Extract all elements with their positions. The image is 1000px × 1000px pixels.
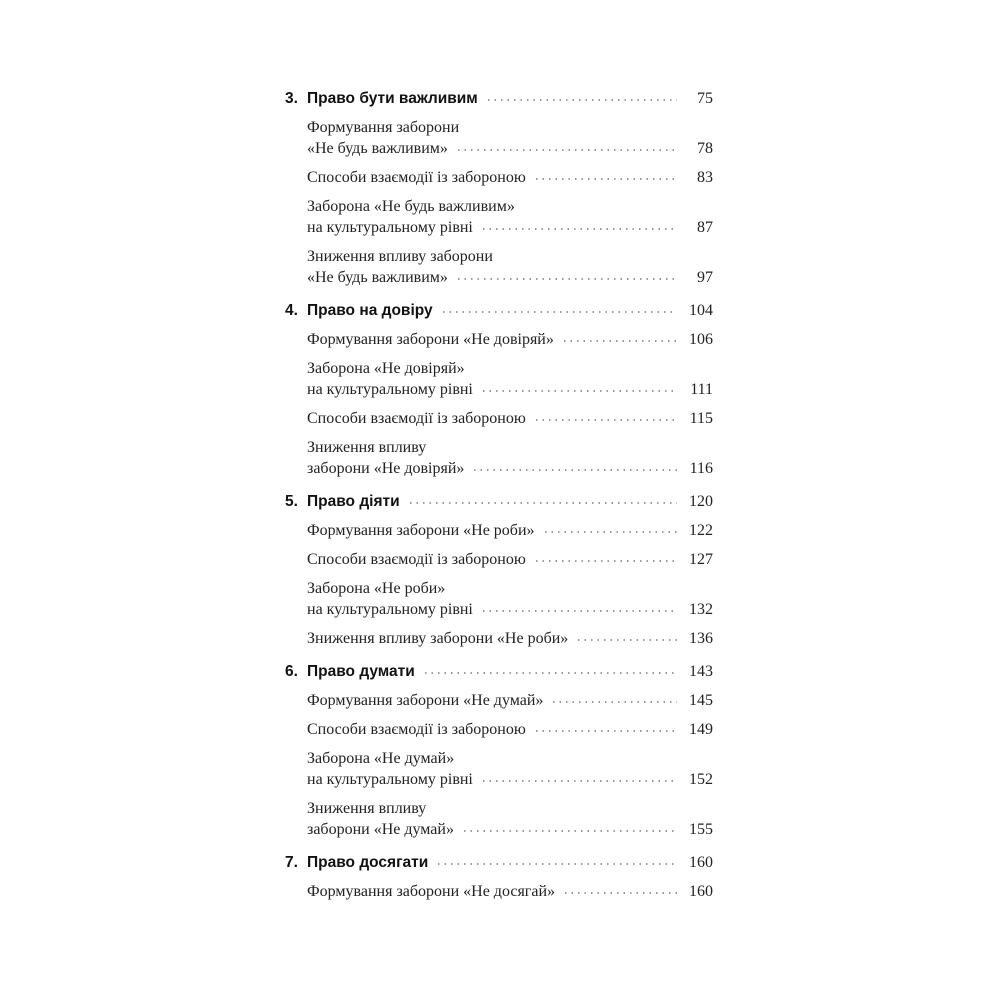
entry-text-line: Способи взаємодії із забороною <box>307 551 526 568</box>
toc-section <box>285 88 713 288</box>
entry-last-row <box>307 549 713 570</box>
entry-last-row <box>307 719 713 740</box>
entry-text-line: Формування заборони «Не думай» <box>307 692 544 709</box>
chapter-number: 4. <box>285 302 298 319</box>
entry-page-number: 160 <box>689 883 713 900</box>
entry-page-number: 111 <box>690 381 713 398</box>
entry-text-line: на культуральному рівні <box>307 381 473 398</box>
entry-text-line: Зниження впливу <box>307 800 427 817</box>
entry-text-line: Заборона «Не будь важливим» <box>307 198 515 215</box>
toc-entry <box>285 246 713 288</box>
chapter-number: 5. <box>285 493 298 510</box>
entry-text-line: Формування заборони «Не досягай» <box>307 883 556 900</box>
entry-page-number: 145 <box>689 692 713 709</box>
entry-page-number: 87 <box>697 219 713 236</box>
entry-last-row <box>307 881 713 902</box>
entry-page-number: 132 <box>689 601 713 618</box>
chapter-title: Право досягати <box>307 854 429 871</box>
entry-page-number: 115 <box>689 410 713 427</box>
entry-text-line: Формування заборони <box>307 119 460 136</box>
dot-leader <box>536 419 677 421</box>
dot-leader <box>578 639 677 641</box>
entry-last-row <box>307 819 713 840</box>
dot-leader <box>545 531 678 533</box>
entry-page-number: 136 <box>689 630 713 647</box>
dot-leader <box>564 340 677 342</box>
table-of-contents <box>285 88 713 902</box>
dot-leader <box>483 610 677 612</box>
toc-entry <box>285 881 713 902</box>
entry-text-line: на культуральному рівні <box>307 771 473 788</box>
entry-last-row <box>307 138 713 159</box>
toc-entry <box>285 117 713 159</box>
dot-leader <box>443 311 677 313</box>
entry-last-row <box>307 379 713 400</box>
entry-last-row <box>307 167 713 188</box>
entry-last-row <box>307 408 713 429</box>
dot-leader <box>464 830 677 832</box>
toc-entry <box>285 358 713 400</box>
chapter-title: Право діяти <box>307 493 400 510</box>
toc-entry <box>285 167 713 188</box>
entry-last-row <box>307 628 713 649</box>
entry-text-line: на культуральному рівні <box>307 601 473 618</box>
toc-section <box>285 661 713 840</box>
toc-entry <box>285 690 713 711</box>
entry-text-line: «Не будь важливим» <box>307 269 448 286</box>
toc-entry <box>285 520 713 541</box>
dot-leader <box>438 863 677 865</box>
entry-text-line: Формування заборони «Не роби» <box>307 522 535 539</box>
chapter-number: 7. <box>285 854 298 871</box>
entry-last-row <box>307 217 713 238</box>
entry-last-row <box>307 520 713 541</box>
toc-section <box>285 300 713 479</box>
entry-text-line: на культуральному рівні <box>307 219 473 236</box>
toc-entry <box>285 748 713 790</box>
chapter-page-number: 143 <box>689 663 713 680</box>
chapter-heading-row <box>285 852 713 873</box>
entry-page-number: 149 <box>689 721 713 738</box>
entry-last-row <box>307 329 713 350</box>
chapter-heading-row <box>285 88 713 109</box>
chapter-heading-row <box>285 491 713 512</box>
entry-text-line: Формування заборони «Не довіряй» <box>307 331 554 348</box>
dot-leader <box>536 178 677 180</box>
toc-entry <box>285 408 713 429</box>
chapter-heading-row <box>285 661 713 682</box>
dot-leader <box>410 502 677 504</box>
entry-last-row <box>307 769 713 790</box>
toc-section <box>285 852 713 902</box>
entry-text-line: заборони «Не думай» <box>307 821 454 838</box>
chapter-title: Право бути важливим <box>307 90 478 107</box>
dot-leader <box>483 228 677 230</box>
dot-leader <box>553 701 677 703</box>
chapter-number: 3. <box>285 90 298 107</box>
entry-text-line: Заборона «Не довіряй» <box>307 360 465 377</box>
toc-entry <box>285 628 713 649</box>
entry-page-number: 83 <box>697 169 713 186</box>
entry-page-number: 106 <box>689 331 713 348</box>
entry-page-number: 78 <box>697 140 713 157</box>
entry-text-line: «Не будь важливим» <box>307 140 448 157</box>
entry-text-line: заборони «Не довіряй» <box>307 460 465 477</box>
entry-text-line: Зниження впливу заборони «Не роби» <box>307 630 569 647</box>
entry-last-row <box>307 458 713 479</box>
dot-leader <box>458 278 677 280</box>
dot-leader <box>536 730 677 732</box>
chapter-page-number: 75 <box>697 90 713 107</box>
entry-text-line: Способи взаємодії із забороною <box>307 169 526 186</box>
entry-page-number: 152 <box>689 771 713 788</box>
entry-text-line: Заборона «Не думай» <box>307 750 455 767</box>
entry-text-line: Способи взаємодії із забороною <box>307 410 526 427</box>
toc-entry <box>285 196 713 238</box>
chapter-number: 6. <box>285 663 298 680</box>
chapter-page-number: 160 <box>689 854 713 871</box>
dot-leader <box>483 390 677 392</box>
dot-leader <box>565 892 677 894</box>
chapter-page-number: 104 <box>689 302 713 319</box>
entry-text-line: Способи взаємодії із забороною <box>307 721 526 738</box>
dot-leader <box>458 149 677 151</box>
entry-last-row <box>307 267 713 288</box>
toc-entry <box>285 578 713 620</box>
entry-page-number: 127 <box>689 551 713 568</box>
entry-page-number: 122 <box>689 522 713 539</box>
entry-page-number: 97 <box>697 269 713 286</box>
chapter-title: Право на довіру <box>307 302 433 319</box>
dot-leader <box>425 672 677 674</box>
chapter-title: Право думати <box>307 663 415 680</box>
chapter-page-number: 120 <box>689 493 713 510</box>
toc-section <box>285 491 713 649</box>
dot-leader <box>474 469 677 471</box>
toc-entry <box>285 549 713 570</box>
toc-entry <box>285 329 713 350</box>
entry-last-row <box>307 599 713 620</box>
entry-page-number: 155 <box>689 821 713 838</box>
entry-text-line: Зниження впливу заборони <box>307 248 493 265</box>
entry-page-number: 116 <box>689 460 713 477</box>
entry-text-line: Заборона «Не роби» <box>307 580 446 597</box>
toc-entry <box>285 798 713 840</box>
entry-last-row <box>307 690 713 711</box>
toc-entry <box>285 437 713 479</box>
dot-leader <box>488 99 677 101</box>
dot-leader <box>536 560 677 562</box>
toc-entry <box>285 719 713 740</box>
chapter-heading-row <box>285 300 713 321</box>
dot-leader <box>483 780 677 782</box>
entry-text-line: Зниження впливу <box>307 439 427 456</box>
